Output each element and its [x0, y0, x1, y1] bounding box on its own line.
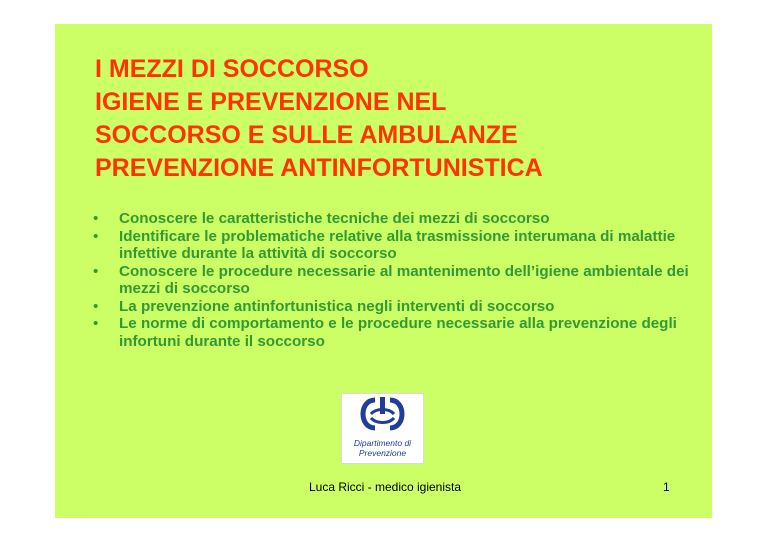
- bullet-list: [91, 210, 691, 350]
- title-line: IGIENE E PREVENZIONE NEL: [95, 88, 447, 116]
- title-line: I MEZZI DI SOCCORSO: [95, 55, 369, 83]
- bullet-item: • Conoscere le caratteristiche tecniche dei mezzi di soccorso: [91, 210, 691, 228]
- title-line: PREVENZIONE ANTINFORTUNISTICA: [95, 154, 543, 182]
- bullet-item: • Identificare le problematiche relative alla trasmissione interumana di malattie infettive durante la attività di soccorso: [91, 228, 691, 263]
- bullet-item: • Conoscere le procedure necessarie al mantenimento dell’igiene ambientale dei mezzi di soccorso: [91, 263, 691, 298]
- slide-title: [95, 53, 695, 185]
- title-line: SOCCORSO E SULLE AMBULANZE: [95, 121, 518, 149]
- logo-line-2: Prevenzione: [358, 448, 407, 458]
- logo-line-1: Dipartimento di: [353, 438, 412, 448]
- footer-author: Luca Ricci - medico igienista: [308, 480, 462, 494]
- page-number: 1: [663, 480, 670, 494]
- slide: [55, 24, 712, 518]
- bullet-item: • La prevenzione antinfortunistica negli interventi di soccorso: [91, 298, 691, 316]
- dipartimento-logo: [341, 393, 424, 464]
- bullet-item: • Le norme di comportamento e le procedure necessarie alla prevenzione degli infortuni durante il soccorso: [91, 315, 691, 350]
- logo-mark-icon: [342, 394, 423, 438]
